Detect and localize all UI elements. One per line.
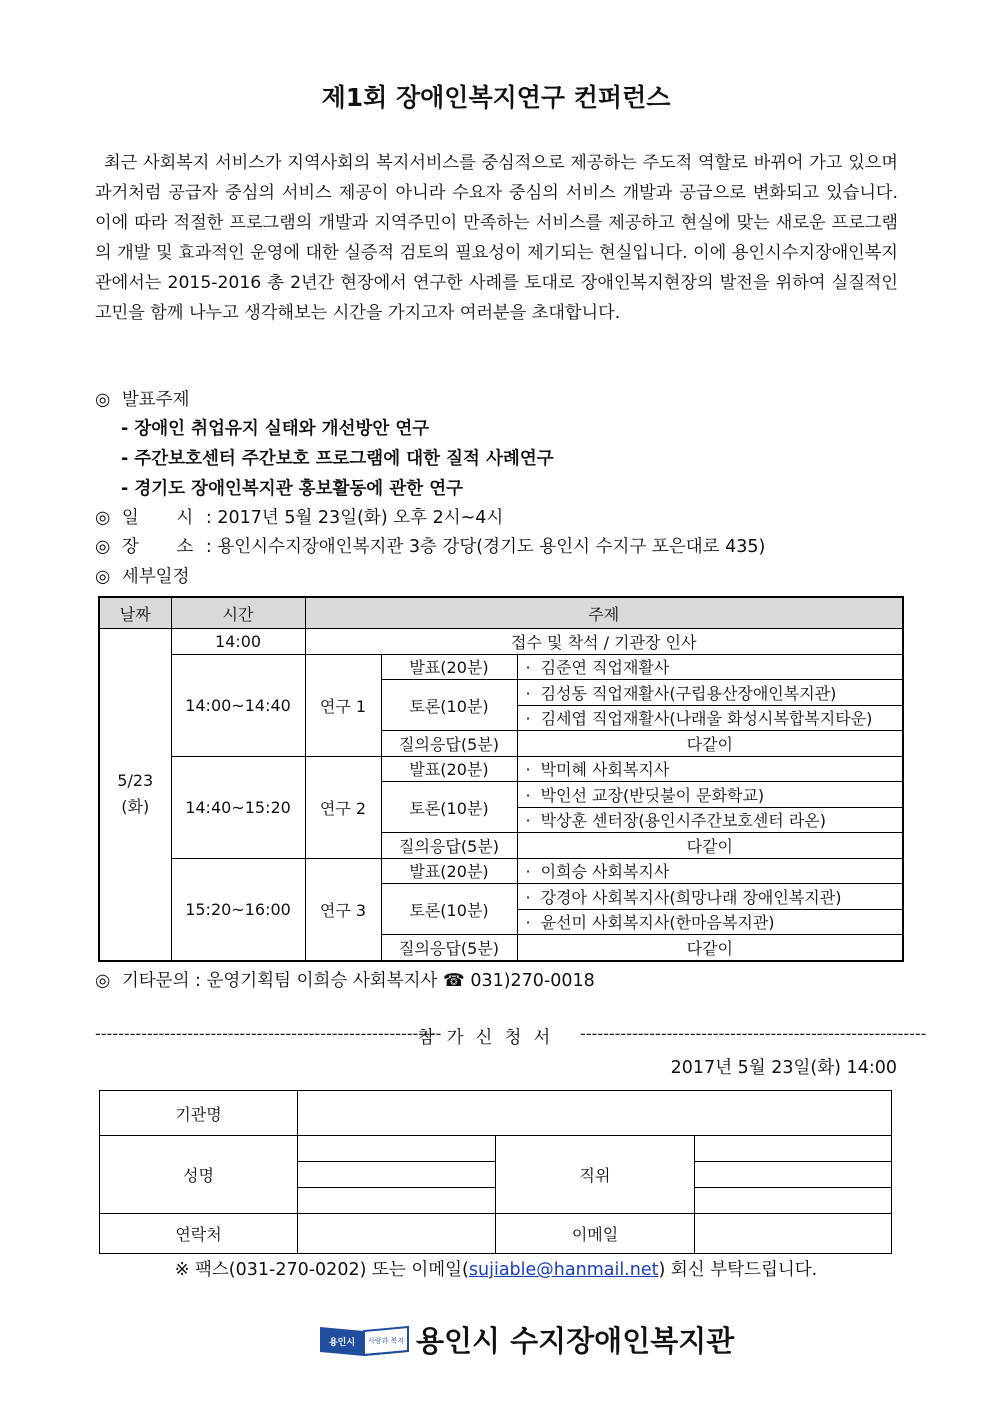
bullet: ◎: [95, 567, 111, 587]
form-heading: 참가신청서: [417, 1028, 563, 1048]
session-name: 연구 3: [305, 858, 381, 961]
org-field[interactable]: [298, 1091, 892, 1136]
email-link[interactable]: sujiable@hanmail.net: [468, 1260, 659, 1280]
form-date: 2017년 5월 23일(화) 14:00: [670, 1058, 897, 1078]
position-field[interactable]: [695, 1188, 892, 1214]
presentation-label: 발표(20분): [381, 756, 517, 782]
discussant: · 윤선미 사회복지사(한마음복지관): [517, 909, 903, 935]
header-time: 시간: [171, 597, 305, 629]
contact-text: 기타문의 : 운영기획팀 이희승 사회복지사 ☎ 031)270-0018: [121, 971, 595, 991]
name-field[interactable]: [298, 1188, 496, 1214]
schedule-heading: [95, 563, 189, 588]
name-field[interactable]: [298, 1162, 496, 1188]
page-title: 제1회 장애인복지연구 컨퍼런스: [321, 83, 671, 112]
name-label: 성명: [100, 1136, 298, 1214]
session-name: 연구 2: [305, 756, 381, 858]
reply-note: [0, 1256, 992, 1281]
discussion-label: 토론(10분): [381, 782, 517, 833]
reception-desc: 접수 및 착석 / 기관장 인사: [305, 629, 903, 655]
date-line: [95, 504, 503, 529]
discussion-label: 토론(10분): [381, 884, 517, 935]
phone-field[interactable]: [298, 1214, 496, 1254]
bullet: ◎: [95, 971, 111, 991]
org-logo-icon: [318, 1321, 410, 1357]
topic-2: - 주간보호센터 주간보호 프로그램에 대한 질적 사례연구: [121, 449, 554, 469]
presentation-label: 발표(20분): [381, 858, 517, 884]
contact-line: [95, 967, 595, 992]
topic-3: - 경기도 장애인복지관 홍보활동에 관한 연구: [121, 479, 464, 499]
bullet: ◎: [95, 537, 111, 557]
table-row: [99, 858, 903, 884]
session-time: 15:20~16:00: [171, 858, 305, 961]
email-label: 이메일: [496, 1214, 695, 1254]
qa-label: 질의응답(5분): [381, 833, 517, 859]
position-field[interactable]: [695, 1162, 892, 1188]
session-time: 14:00~14:40: [171, 654, 305, 756]
session-time: 14:40~15:20: [171, 756, 305, 858]
qa-value: 다같이: [517, 935, 903, 961]
header-date: 날짜: [99, 597, 171, 629]
bullet: ◎: [95, 508, 111, 528]
session-name: 연구 1: [305, 654, 381, 756]
email-field[interactable]: [695, 1214, 892, 1254]
discussant: · 강경아 사회복지사(희망나래 장애인복지관): [517, 884, 903, 910]
date-value: : 2017년 5월 23일(화) 오후 2시~4시: [205, 508, 504, 528]
date-line2: (화): [121, 797, 150, 817]
intro-paragraph: 최근 사회복지 서비스가 지역사회의 복지서비스를 중심적으로 제공하는 주도적 역할로 바뀌어 가고 있으며 과거처럼 공급자 중심의 서비스 제공이 아니라 수요자 중심의 서비스 개발과 공급으로 변화되고 있습니다. 이에 따라 적절한 프로그램의 개발과 지역주민이 만족하는 서비스를 제공하고 현실에 맞는 새로운 프로그램의 개발 및 효과적인 운영에 대한 실증적 검토의 필요성이 제기되는 현실입니다. 이에 용인시수지장애인복지관에서는 2015-2016 총 2년간 현장에서 연구한 사례를 토대로 장애인복지현장의 발전을 위하여 실질적인 고민을 함께 나누고 생각해보는 시간을 가지고자 여러분을 초대합니다.: [95, 153, 898, 323]
topics-heading: [95, 386, 189, 411]
qa-label: 질의응답(5분): [381, 731, 517, 757]
discussant: · 박상훈 센터장(용인시주간보호센터 라온): [517, 807, 903, 833]
qa-value: 다같이: [517, 731, 903, 757]
note-prefix: ※ 팩스(031-270-0202) 또는 이메일(: [174, 1260, 469, 1280]
position-field[interactable]: [695, 1136, 892, 1162]
presenter: · 김준연 직업재활사: [517, 654, 903, 680]
org-name: 용인시 수지장애인복지관: [416, 1323, 735, 1358]
table-row: [99, 629, 903, 655]
discussant: · 김세엽 직업재활사(나래울 화성시복합복지타운): [517, 705, 903, 731]
discussant: · 박인선 교장(반딧불이 문화학교): [517, 782, 903, 808]
discussion-label: 토론(10분): [381, 680, 517, 731]
bullet: ◎: [95, 390, 111, 410]
date-line1: 5/23: [117, 771, 154, 791]
reception-time: 14:00: [171, 629, 305, 655]
topic-1: - 장애인 취업유지 실태와 개선방안 연구: [121, 419, 430, 439]
discussant: · 김성동 직업재활사(구립용산장애인복지관): [517, 680, 903, 706]
place-value: : 용인시수지장애인복지관 3층 강당(경기도 용인시 수지구 포은대로 435): [205, 537, 766, 557]
topics-label: 발표주제: [121, 390, 190, 410]
logo-sub: 사람과 복지: [367, 1337, 405, 1345]
table-header-row: [99, 597, 903, 629]
table-row: [99, 654, 903, 680]
position-label: 직위: [496, 1136, 695, 1214]
date-label: 일 시: [121, 508, 196, 528]
name-field[interactable]: [298, 1136, 496, 1162]
phone-label: 연락처: [100, 1214, 298, 1254]
table-row: [99, 756, 903, 782]
logo-text: 용인시: [328, 1338, 356, 1348]
place-line: [95, 533, 765, 558]
note-suffix: ) 회신 부탁드립니다.: [658, 1260, 818, 1280]
qa-value: 다같이: [517, 833, 903, 859]
divider-right: ------------------------------------------------------------: [580, 1024, 927, 1043]
presenter: · 이희승 사회복지사: [517, 858, 903, 884]
place-label: 장 소: [121, 537, 196, 557]
schedule-label: 세부일정: [121, 567, 190, 587]
divider-left: ------------------------------------------------------------: [95, 1024, 442, 1043]
date-cell: [99, 629, 171, 961]
schedule-table: [98, 596, 904, 962]
presenter: · 박미혜 사회복지사: [517, 756, 903, 782]
org-label: 기관명: [100, 1091, 298, 1136]
footer: [318, 1314, 734, 1364]
application-form: [99, 1090, 892, 1254]
presentation-label: 발표(20분): [381, 654, 517, 680]
qa-label: 질의응답(5분): [381, 935, 517, 961]
header-subject: 주제: [305, 597, 903, 629]
